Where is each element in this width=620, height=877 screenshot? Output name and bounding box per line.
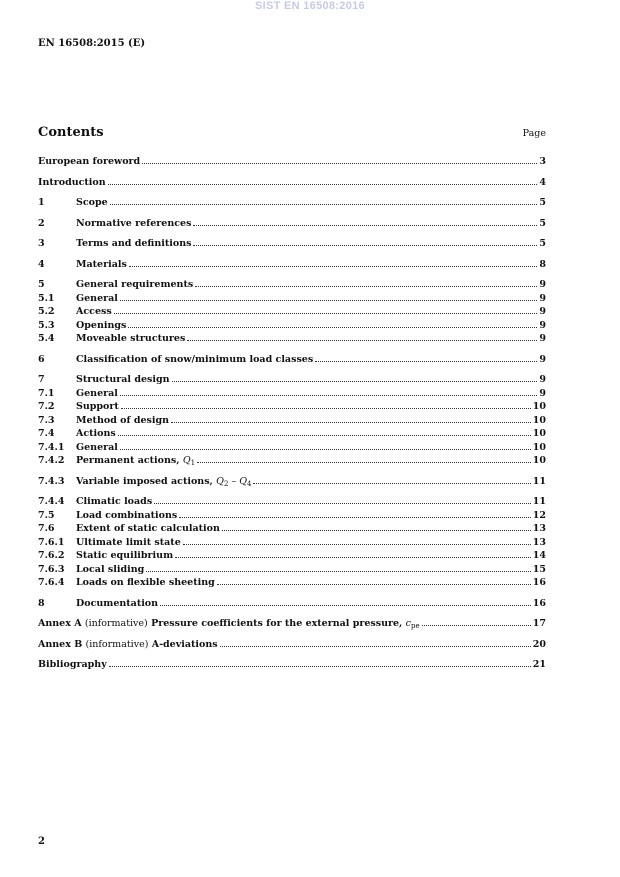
toc-number: 5.2 bbox=[38, 306, 55, 317]
dot-leader bbox=[114, 313, 538, 314]
dot-leader bbox=[128, 327, 537, 328]
toc-page: 9 bbox=[539, 292, 546, 304]
toc-title: General bbox=[76, 441, 118, 453]
toc-title bbox=[38, 639, 218, 650]
dot-leader bbox=[120, 300, 537, 301]
toc-number: 5.4 bbox=[38, 333, 55, 344]
toc-page: 4 bbox=[539, 176, 546, 188]
table-of-contents bbox=[38, 156, 546, 673]
math-subscript: 2 bbox=[223, 479, 229, 488]
page-number: 2 bbox=[38, 836, 45, 847]
dot-leader bbox=[108, 184, 538, 185]
dot-leader bbox=[160, 605, 531, 606]
toc-number: 7.6.3 bbox=[38, 563, 65, 575]
toc-title-text: Permanent actions, bbox=[76, 455, 183, 466]
toc-entry-variable-imposed-actions[interactable] bbox=[38, 476, 546, 490]
toc-entry-permanent-actions[interactable] bbox=[38, 455, 546, 469]
annex-label: Annex B bbox=[38, 638, 86, 650]
toc-title: Ultimate limit state bbox=[76, 536, 181, 548]
dot-leader bbox=[120, 395, 537, 396]
toc-page: 12 bbox=[532, 509, 546, 521]
dot-leader bbox=[154, 503, 531, 504]
toc-page: 20 bbox=[532, 638, 546, 650]
toc-entry-local-sliding[interactable] bbox=[38, 564, 546, 578]
toc-title: Support bbox=[76, 401, 119, 412]
toc-page: 5 bbox=[539, 238, 546, 249]
dot-leader bbox=[146, 571, 531, 572]
toc-entry-5-1-general[interactable] bbox=[38, 293, 546, 307]
contents-heading: Contents bbox=[38, 125, 104, 140]
toc-title-text: Variable imposed actions, bbox=[76, 475, 217, 487]
toc-number: 7.5 bbox=[38, 509, 55, 521]
toc-number: 7.4.4 bbox=[38, 496, 65, 507]
toc-page: 16 bbox=[532, 577, 546, 588]
toc-title: Classification of snow/minimum load classes bbox=[76, 353, 314, 365]
toc-entry-load-combinations[interactable] bbox=[38, 510, 546, 524]
dot-leader bbox=[422, 625, 531, 626]
toc-page: 3 bbox=[539, 156, 546, 167]
toc-entry-moveable-structures[interactable] bbox=[38, 333, 546, 347]
toc-page: 9 bbox=[539, 306, 546, 317]
toc-entry-loads-on-flexible-sheeting[interactable] bbox=[38, 577, 546, 591]
toc-entry-ultimate-limit-state[interactable] bbox=[38, 537, 546, 551]
toc-entry-scope[interactable] bbox=[38, 197, 546, 211]
dot-leader bbox=[220, 646, 531, 647]
annex-title: A-deviations bbox=[148, 638, 218, 650]
dot-leader bbox=[171, 422, 531, 423]
watermark: SIST EN 16508:2016 bbox=[255, 0, 365, 12]
toc-page: 10 bbox=[532, 455, 546, 466]
toc-title: Scope bbox=[76, 197, 108, 208]
toc-entry-bibliography[interactable] bbox=[38, 659, 546, 673]
dot-leader bbox=[129, 266, 538, 267]
toc-title: Load combinations bbox=[76, 509, 178, 521]
math-symbol: Q bbox=[216, 475, 224, 487]
toc-entry-method-of-design[interactable] bbox=[38, 415, 546, 429]
dot-leader bbox=[109, 666, 531, 667]
math-symbol: Q bbox=[182, 455, 191, 466]
toc-title: Local sliding bbox=[76, 563, 145, 575]
toc-entry-classification[interactable] bbox=[38, 354, 546, 368]
toc-title: Climatic loads bbox=[76, 496, 153, 507]
toc-number: 1 bbox=[38, 197, 45, 208]
dot-leader bbox=[315, 361, 537, 362]
toc-page: 5 bbox=[539, 197, 546, 208]
dot-leader bbox=[110, 204, 538, 205]
document-id: EN 16508:2015 (E) bbox=[38, 38, 146, 49]
toc-number: 8 bbox=[38, 597, 45, 609]
toc-page: 13 bbox=[532, 523, 546, 534]
toc-number: 6 bbox=[38, 353, 45, 365]
toc-title: Moveable structures bbox=[76, 333, 186, 344]
toc-title: General bbox=[76, 292, 118, 304]
toc-page: 9 bbox=[539, 279, 546, 290]
toc-page: 9 bbox=[539, 333, 546, 344]
dot-leader bbox=[193, 225, 537, 226]
toc-page: 16 bbox=[532, 597, 546, 609]
toc-number: 4 bbox=[38, 258, 45, 270]
toc-number: 7.6.1 bbox=[38, 536, 65, 548]
toc-page: 9 bbox=[539, 387, 546, 399]
toc-page: 17 bbox=[532, 618, 546, 629]
dot-leader bbox=[118, 435, 531, 436]
toc-title bbox=[76, 476, 251, 488]
toc-title: European foreword bbox=[38, 156, 141, 167]
dot-leader bbox=[197, 462, 531, 463]
toc-number: 7.3 bbox=[38, 414, 55, 426]
toc-title: Openings bbox=[76, 319, 127, 331]
dot-leader bbox=[253, 483, 530, 484]
dot-leader bbox=[193, 245, 537, 246]
toc-entry-openings[interactable] bbox=[38, 320, 546, 334]
toc-number: 5 bbox=[38, 279, 45, 290]
toc-title: Documentation bbox=[76, 597, 159, 609]
annex-type: (informative) bbox=[85, 638, 149, 650]
toc-title: Actions bbox=[76, 428, 116, 439]
toc-page: 10 bbox=[532, 441, 546, 453]
toc-number: 2 bbox=[38, 217, 45, 229]
dot-leader bbox=[183, 544, 531, 545]
math-separator: – bbox=[228, 475, 240, 487]
dot-leader bbox=[172, 381, 538, 382]
toc-title: Loads on flexible sheeting bbox=[76, 577, 215, 588]
toc-page: 9 bbox=[539, 319, 546, 331]
dot-leader bbox=[187, 340, 537, 341]
toc-title: Bibliography bbox=[38, 659, 107, 670]
dot-leader bbox=[222, 530, 531, 531]
toc-page: 10 bbox=[532, 428, 546, 439]
toc-number: 7.6.4 bbox=[38, 577, 65, 588]
toc-number: 7.2 bbox=[38, 401, 55, 412]
dot-leader bbox=[120, 449, 531, 450]
toc-title: Structural design bbox=[76, 374, 170, 385]
toc-entry-normative-references[interactable] bbox=[38, 218, 546, 232]
toc-page: 5 bbox=[539, 217, 546, 229]
math-subscript: 4 bbox=[247, 479, 252, 488]
dot-leader bbox=[179, 517, 531, 518]
annex-type: (informative) bbox=[84, 618, 148, 629]
toc-number: 7.4.2 bbox=[38, 455, 65, 466]
toc-page: 10 bbox=[532, 401, 546, 412]
annex-title: Pressure coefficients for the external pressure, bbox=[147, 618, 406, 629]
toc-title: Method of design bbox=[76, 414, 170, 426]
toc-title: Extent of static calculation bbox=[76, 523, 220, 534]
toc-entry-access[interactable] bbox=[38, 306, 546, 320]
toc-page: 9 bbox=[539, 374, 546, 385]
dot-leader bbox=[195, 286, 537, 287]
toc-page: 9 bbox=[539, 353, 546, 365]
toc-entry-support[interactable] bbox=[38, 401, 546, 415]
math-symbol: c bbox=[405, 618, 411, 629]
math-symbol: Q bbox=[239, 475, 248, 487]
toc-number: 5.3 bbox=[38, 319, 55, 331]
toc-entry-annex-a[interactable] bbox=[38, 618, 546, 632]
toc-entry-structural-design[interactable] bbox=[38, 374, 546, 388]
toc-title: Access bbox=[76, 306, 112, 317]
dot-leader bbox=[175, 557, 531, 558]
toc-entry-documentation[interactable] bbox=[38, 598, 546, 612]
toc-number: 7.4 bbox=[38, 428, 55, 439]
toc-entry-terms-and-definitions[interactable] bbox=[38, 238, 546, 252]
toc-number: 5.1 bbox=[38, 292, 55, 304]
toc-title: Introduction bbox=[38, 176, 106, 188]
toc-title: General requirements bbox=[76, 279, 194, 290]
math-subscript: pe bbox=[410, 622, 420, 630]
toc-entry-introduction[interactable] bbox=[38, 177, 546, 191]
toc-entry-european-foreword[interactable] bbox=[38, 156, 546, 170]
toc-number: 7.4.1 bbox=[38, 441, 65, 453]
toc-entry-7-1-general[interactable] bbox=[38, 388, 546, 402]
math-subscript: 1 bbox=[190, 459, 196, 467]
toc-page: 11 bbox=[532, 475, 546, 487]
toc-title: General bbox=[76, 387, 118, 399]
toc-number: 7 bbox=[38, 374, 45, 385]
toc-entry-extent-of-static-calculation[interactable] bbox=[38, 523, 546, 537]
toc-number: 7.4.3 bbox=[38, 475, 65, 487]
dot-leader bbox=[217, 584, 531, 585]
toc-page: 8 bbox=[539, 258, 546, 270]
toc-page: 11 bbox=[532, 496, 546, 507]
toc-page: 21 bbox=[532, 659, 546, 670]
toc-page: 10 bbox=[532, 414, 546, 426]
toc-title bbox=[76, 455, 195, 467]
page-column-label: Page bbox=[522, 128, 546, 139]
annex-label: Annex A bbox=[38, 618, 85, 629]
toc-title: Materials bbox=[76, 258, 127, 270]
toc-title bbox=[38, 618, 420, 630]
toc-number: 7.6.2 bbox=[38, 550, 65, 561]
toc-number: 3 bbox=[38, 238, 45, 249]
toc-entry-static-equilibrium[interactable] bbox=[38, 550, 546, 564]
toc-entry-7-4-1-general[interactable] bbox=[38, 442, 546, 456]
toc-entry-materials[interactable] bbox=[38, 259, 546, 273]
toc-number: 7.6 bbox=[38, 523, 55, 534]
toc-page: 13 bbox=[532, 536, 546, 548]
dot-leader bbox=[121, 408, 531, 409]
toc-page: 15 bbox=[532, 563, 546, 575]
toc-entry-actions[interactable] bbox=[38, 428, 546, 442]
toc-number: 7.1 bbox=[38, 387, 55, 399]
dot-leader bbox=[142, 163, 537, 164]
toc-title: Terms and definitions bbox=[76, 238, 192, 249]
toc-entry-climatic-loads[interactable] bbox=[38, 496, 546, 510]
toc-title: Normative references bbox=[76, 217, 192, 229]
toc-title: Static equilibrium bbox=[76, 550, 174, 561]
toc-page: 14 bbox=[532, 550, 546, 561]
toc-entry-general-requirements[interactable] bbox=[38, 279, 546, 293]
toc-entry-annex-b[interactable] bbox=[38, 639, 546, 653]
